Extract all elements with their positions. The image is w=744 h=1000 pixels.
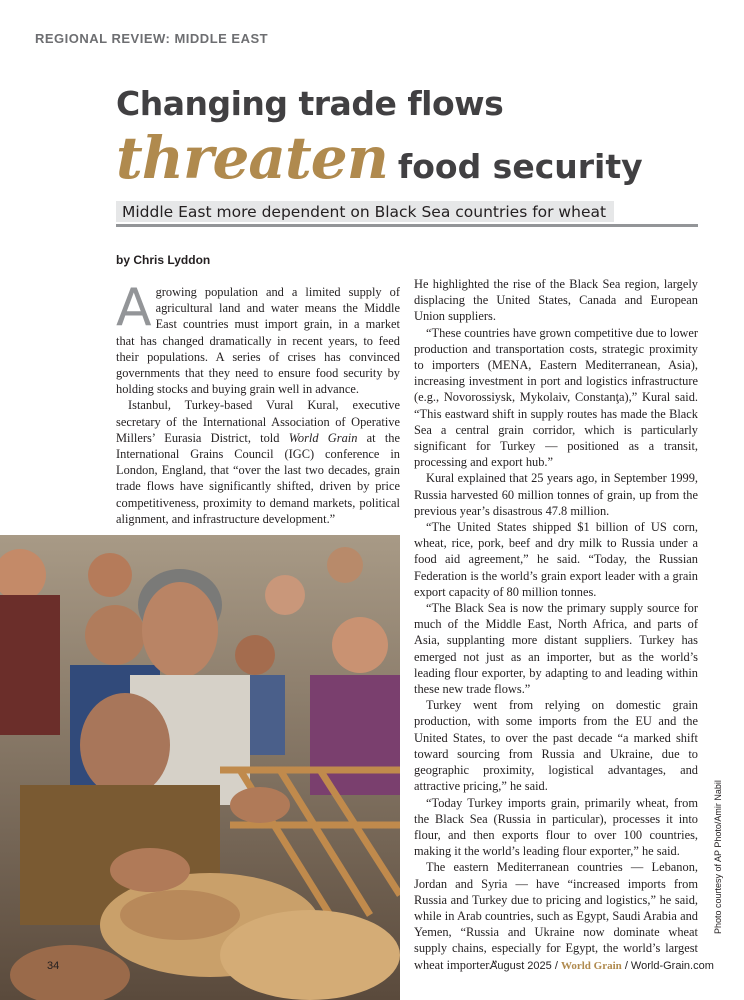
paragraph-2-text-a: Istanbul, Turkey-based Vural Kural, executive secretary of the International Association of Operative Millers’ Eurasia District, told [116, 398, 400, 445]
footer-magazine: World Grain [560, 960, 622, 972]
paragraph: “Today Turkey imports grain, primarily wheat, from the Black Sea (Russia in particular), processes it into flour, and then exports flour to over 100 countries, making it the world’s leading flour exporter,” he said. [414, 795, 698, 859]
photo-credit: Photo courtesy of AP Photo/Amir Nabil [713, 780, 723, 934]
byline: by Chris Lyddon [116, 253, 211, 267]
photo-illustration [0, 535, 400, 1000]
page-number: 34 [47, 960, 60, 972]
section-label: REGIONAL REVIEW: MIDDLE EAST [35, 31, 269, 46]
headline-line-2 [116, 124, 643, 192]
paragraph: “These countries have grown competitive due to lower production and transportation costs, strategic proximity to importers (MENA, Eastern Mediterranean, Asia), increasing investment in port and logistics infrastructure (e.g., Novorossiysk, Mykolaiv, Constanţa),” Kural said. “This eastward shift in supply routes has made the Black Sea a central grain corridor, which is particularly significant for Turkey — positioned as a transit, processing and export hub.” [414, 325, 698, 470]
headline-line-1: Changing trade flows [116, 84, 504, 123]
footer-date: August 2025 / [490, 960, 561, 972]
footer [490, 960, 714, 972]
paragraph: Kural explained that 25 years ago, in September 1999, Russia harvested 60 million tonnes of grain, up from the previous year’s disastrous 47.8 million. [414, 471, 698, 518]
paragraph-1-text: growing population and a limited supply of agricultural land and water means the Middle East countries must import grain, in a market that has changed dramatically in recent years, to feed their populations. A series of crises has convinced governments that they need to ensure food security by holding stocks and buying grain well in advance. [116, 285, 400, 397]
paragraph: Turkey went from relying on domestic grain production, with some imports from the EU and the United States, to over the past decade “a marked shift toward sourcing from Russia and Ukraine, due to geographic proximity, logistical advantages, and attractive pricing,” he said. [414, 698, 698, 794]
paragraph-2-text-b: at the International Grains Council (IGC) conference in London, England, that “over the last two decades, grain trade flows have significantly shifted, driven by price competitiveness, proximity to demand markets, political alignment, and infrastructure development.” [116, 430, 400, 526]
headline-rest: food security [397, 147, 643, 186]
drop-cap: A [116, 278, 152, 338]
paragraph-2 [116, 397, 400, 527]
headline-accent-word: threaten [116, 124, 388, 192]
article-column-1 [116, 278, 400, 527]
magazine-name-italic: World Grain [288, 430, 358, 445]
footer-site: / World-Grain.com [621, 960, 714, 972]
paragraph: The eastern Mediterranean countries — Lebanon, Jordan and Syria — have “increased imports from Russia and Turkey due to pricing and logistics,” he said, while in Arab countries, such as Egypt, Saudi Arabia and Yemen, “Russia and Ukraine now dominate wheat supply chains, especially for Egypt, the world’s largest wheat importer.” [414, 860, 698, 972]
news-photo-bread-crowd [0, 535, 400, 1000]
subtitle-bar [116, 201, 698, 227]
paragraph-1 [116, 278, 400, 397]
paragraph: He highlighted the rise of the Black Sea region, largely displacing the United States, Canada and European Union suppliers. [414, 277, 698, 324]
subtitle: Middle East more dependent on Black Sea countries for wheat [116, 201, 614, 222]
paragraph: “The Black Sea is now the primary supply source for much of the Middle East, North Africa, and parts of Asia, supplanting more distant suppliers. Turkey has emerged not just as an importer, but as the world’s leading flour exporter, by adapting to and leading within these new trade flows.” [414, 601, 698, 697]
article-column-2 [414, 276, 698, 973]
paragraph: “The United States shipped $1 billion of US corn, wheat, rice, pork, beef and dry milk to Russia under a food aid agreement,” he said. “Today, the Russian Federation is the world’s grain export leader with a grain export capacity of 80 million tonnes. [414, 520, 698, 599]
